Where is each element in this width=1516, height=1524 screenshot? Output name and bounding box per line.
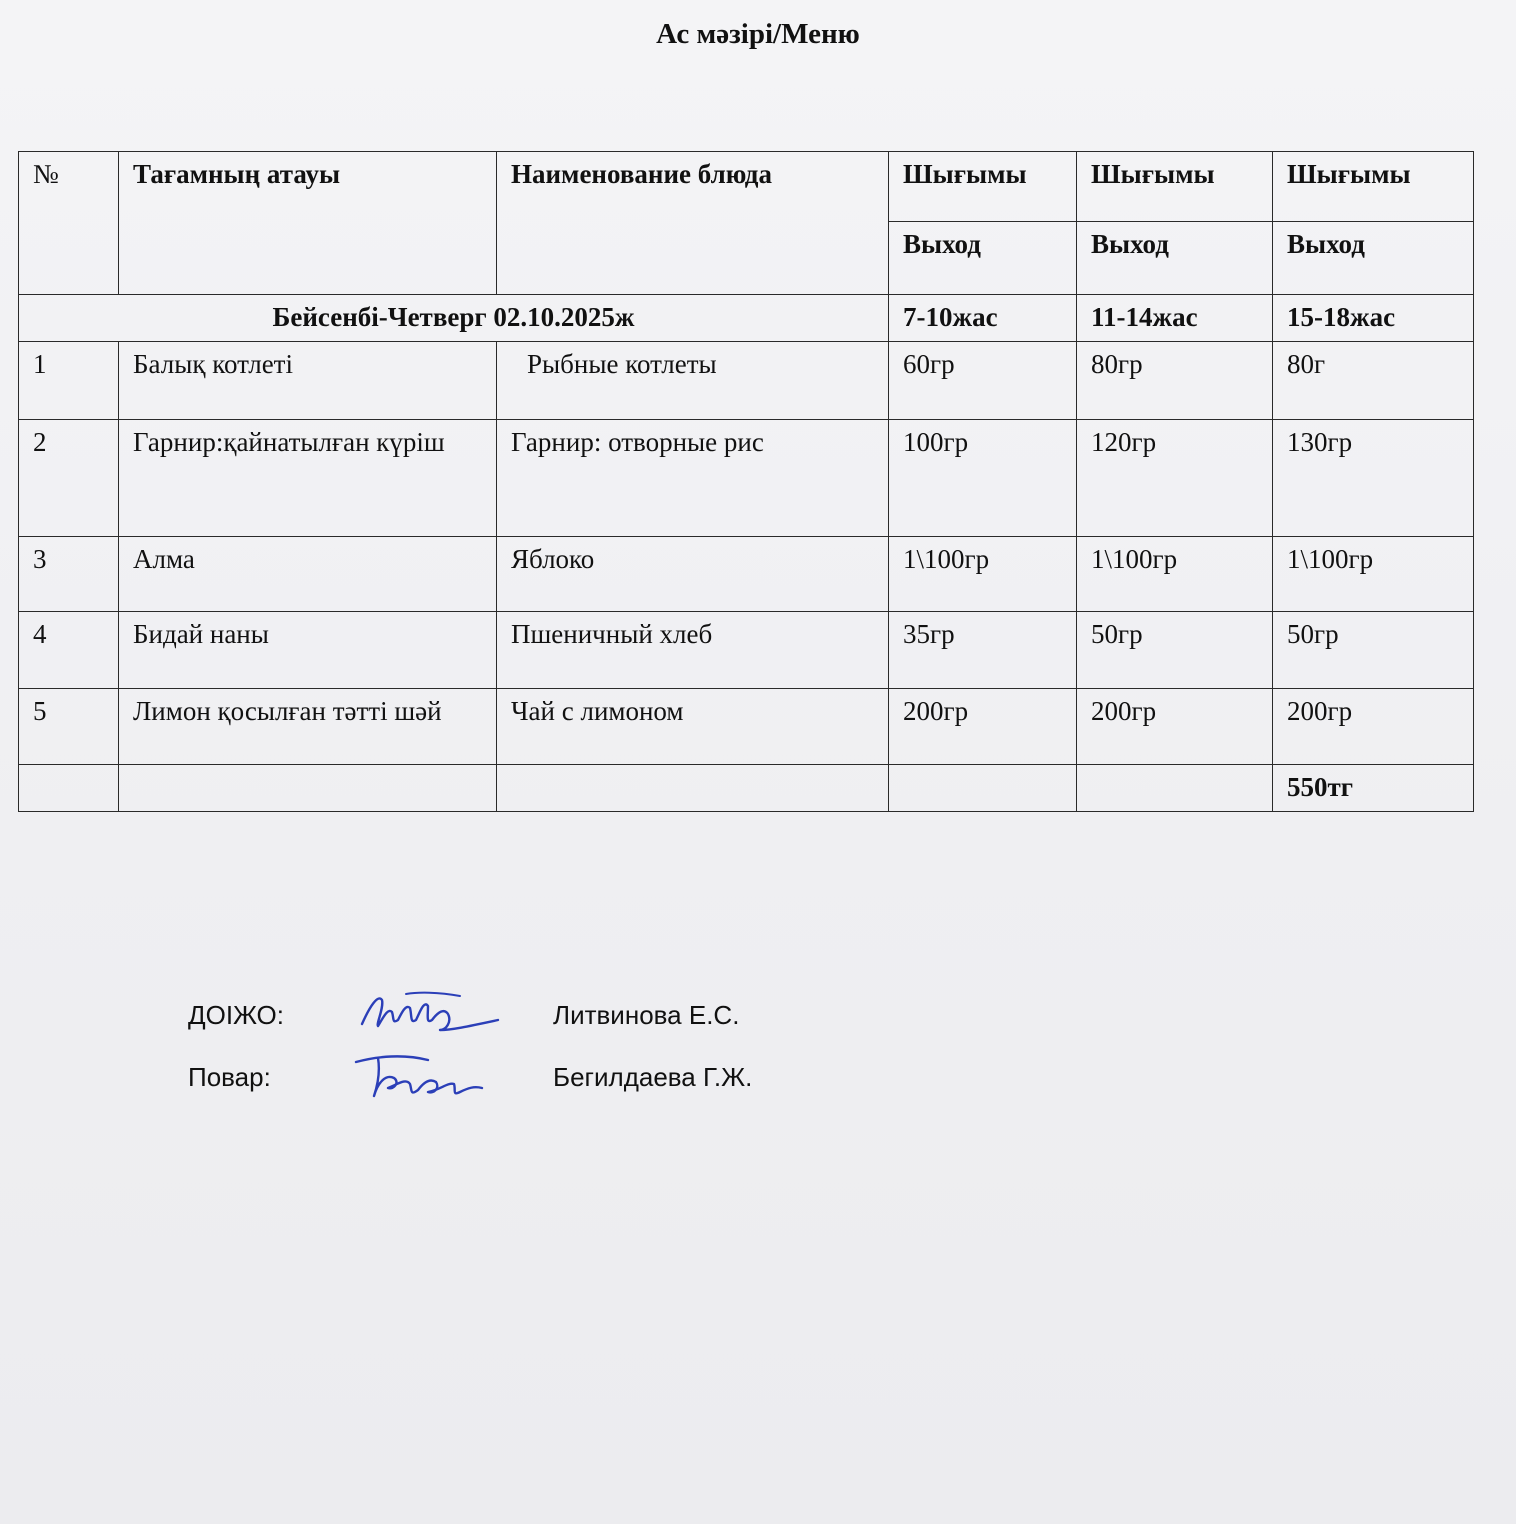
yield-11-14: 1\100гр <box>1077 536 1273 611</box>
dish-name-kz: Балық котлеті <box>119 341 497 419</box>
age-group-1: 7-10жас <box>889 295 1077 342</box>
header-yield-ru-1: Выход <box>889 222 1077 295</box>
signature-litvinova-icon <box>348 986 508 1042</box>
header-yield-kz-2: Шығымы <box>1077 152 1273 222</box>
dish-name-kz: Бидай наны <box>119 611 497 688</box>
yield-7-10: 100гр <box>889 419 1077 536</box>
dish-name-kz: Алма <box>119 536 497 611</box>
yield-15-18: 200гр <box>1273 688 1474 764</box>
yield-15-18: 80г <box>1273 341 1474 419</box>
dish-name-ru: Пшеничный хлеб <box>497 611 889 688</box>
header-yield-kz-1: Шығымы <box>889 152 1077 222</box>
row-number: 2 <box>19 419 119 536</box>
empty-cell <box>497 764 889 811</box>
dish-name-kz: Лимон қосылған тәтті шәй <box>119 688 497 764</box>
empty-cell <box>1077 764 1273 811</box>
empty-cell <box>889 764 1077 811</box>
header-yield-ru-2: Выход <box>1077 222 1273 295</box>
age-group-3: 15-18жас <box>1273 295 1474 342</box>
yield-15-18: 1\100гр <box>1273 536 1474 611</box>
empty-cell <box>19 764 119 811</box>
yield-11-14: 50гр <box>1077 611 1273 688</box>
yield-15-18: 130гр <box>1273 419 1474 536</box>
row-number: 1 <box>19 341 119 419</box>
yield-7-10: 200гр <box>889 688 1077 764</box>
header-yield-ru-3: Выход <box>1273 222 1474 295</box>
day-row <box>19 295 1474 342</box>
dish-name-ru: Гарнир: отворные рис <box>497 419 889 536</box>
empty-cell <box>119 764 497 811</box>
yield-11-14: 120гр <box>1077 419 1273 536</box>
dish-name-kz: Гарнир:қайнатылған күріш <box>119 419 497 536</box>
table-row <box>19 536 1474 611</box>
total-row <box>19 764 1474 811</box>
signature-role: ДОІЖО: <box>188 1000 284 1030</box>
header-yield-kz-3: Шығымы <box>1273 152 1474 222</box>
yield-7-10: 1\100гр <box>889 536 1077 611</box>
table-row <box>19 341 1474 419</box>
yield-7-10: 35гр <box>889 611 1077 688</box>
table-row <box>19 419 1474 536</box>
day-label: Бейсенбі-Четверг 02.10.2025ж <box>19 295 889 342</box>
header-name-kz: Тағамның атауы <box>119 152 497 295</box>
menu-table <box>18 151 1474 812</box>
age-group-2: 11-14жас <box>1077 295 1273 342</box>
yield-7-10: 60гр <box>889 341 1077 419</box>
table-row <box>19 611 1474 688</box>
dish-name-ru: Яблоко <box>497 536 889 611</box>
row-number: 3 <box>19 536 119 611</box>
header-row-kz <box>19 152 1474 222</box>
dish-name-ru: Чай с лимоном <box>497 688 889 764</box>
page-title: Ас мәзірі/Меню <box>656 18 860 50</box>
dish-name-ru: Рыбные котлеты <box>497 341 889 419</box>
yield-11-14: 200гр <box>1077 688 1273 764</box>
header-number: № <box>19 152 119 295</box>
yield-15-18: 50гр <box>1273 611 1474 688</box>
table-row <box>19 688 1474 764</box>
yield-11-14: 80гр <box>1077 341 1273 419</box>
header-name-ru: Наименование блюда <box>497 152 889 295</box>
signature-role: Повар: <box>188 1062 271 1092</box>
signature-name: Литвинова Е.С. <box>553 1000 740 1030</box>
total-price: 550тг <box>1273 764 1474 811</box>
signature-name: Бегилдаева Г.Ж. <box>553 1062 753 1092</box>
signature-begildaeva-icon <box>348 1048 508 1104</box>
row-number: 5 <box>19 688 119 764</box>
row-number: 4 <box>19 611 119 688</box>
